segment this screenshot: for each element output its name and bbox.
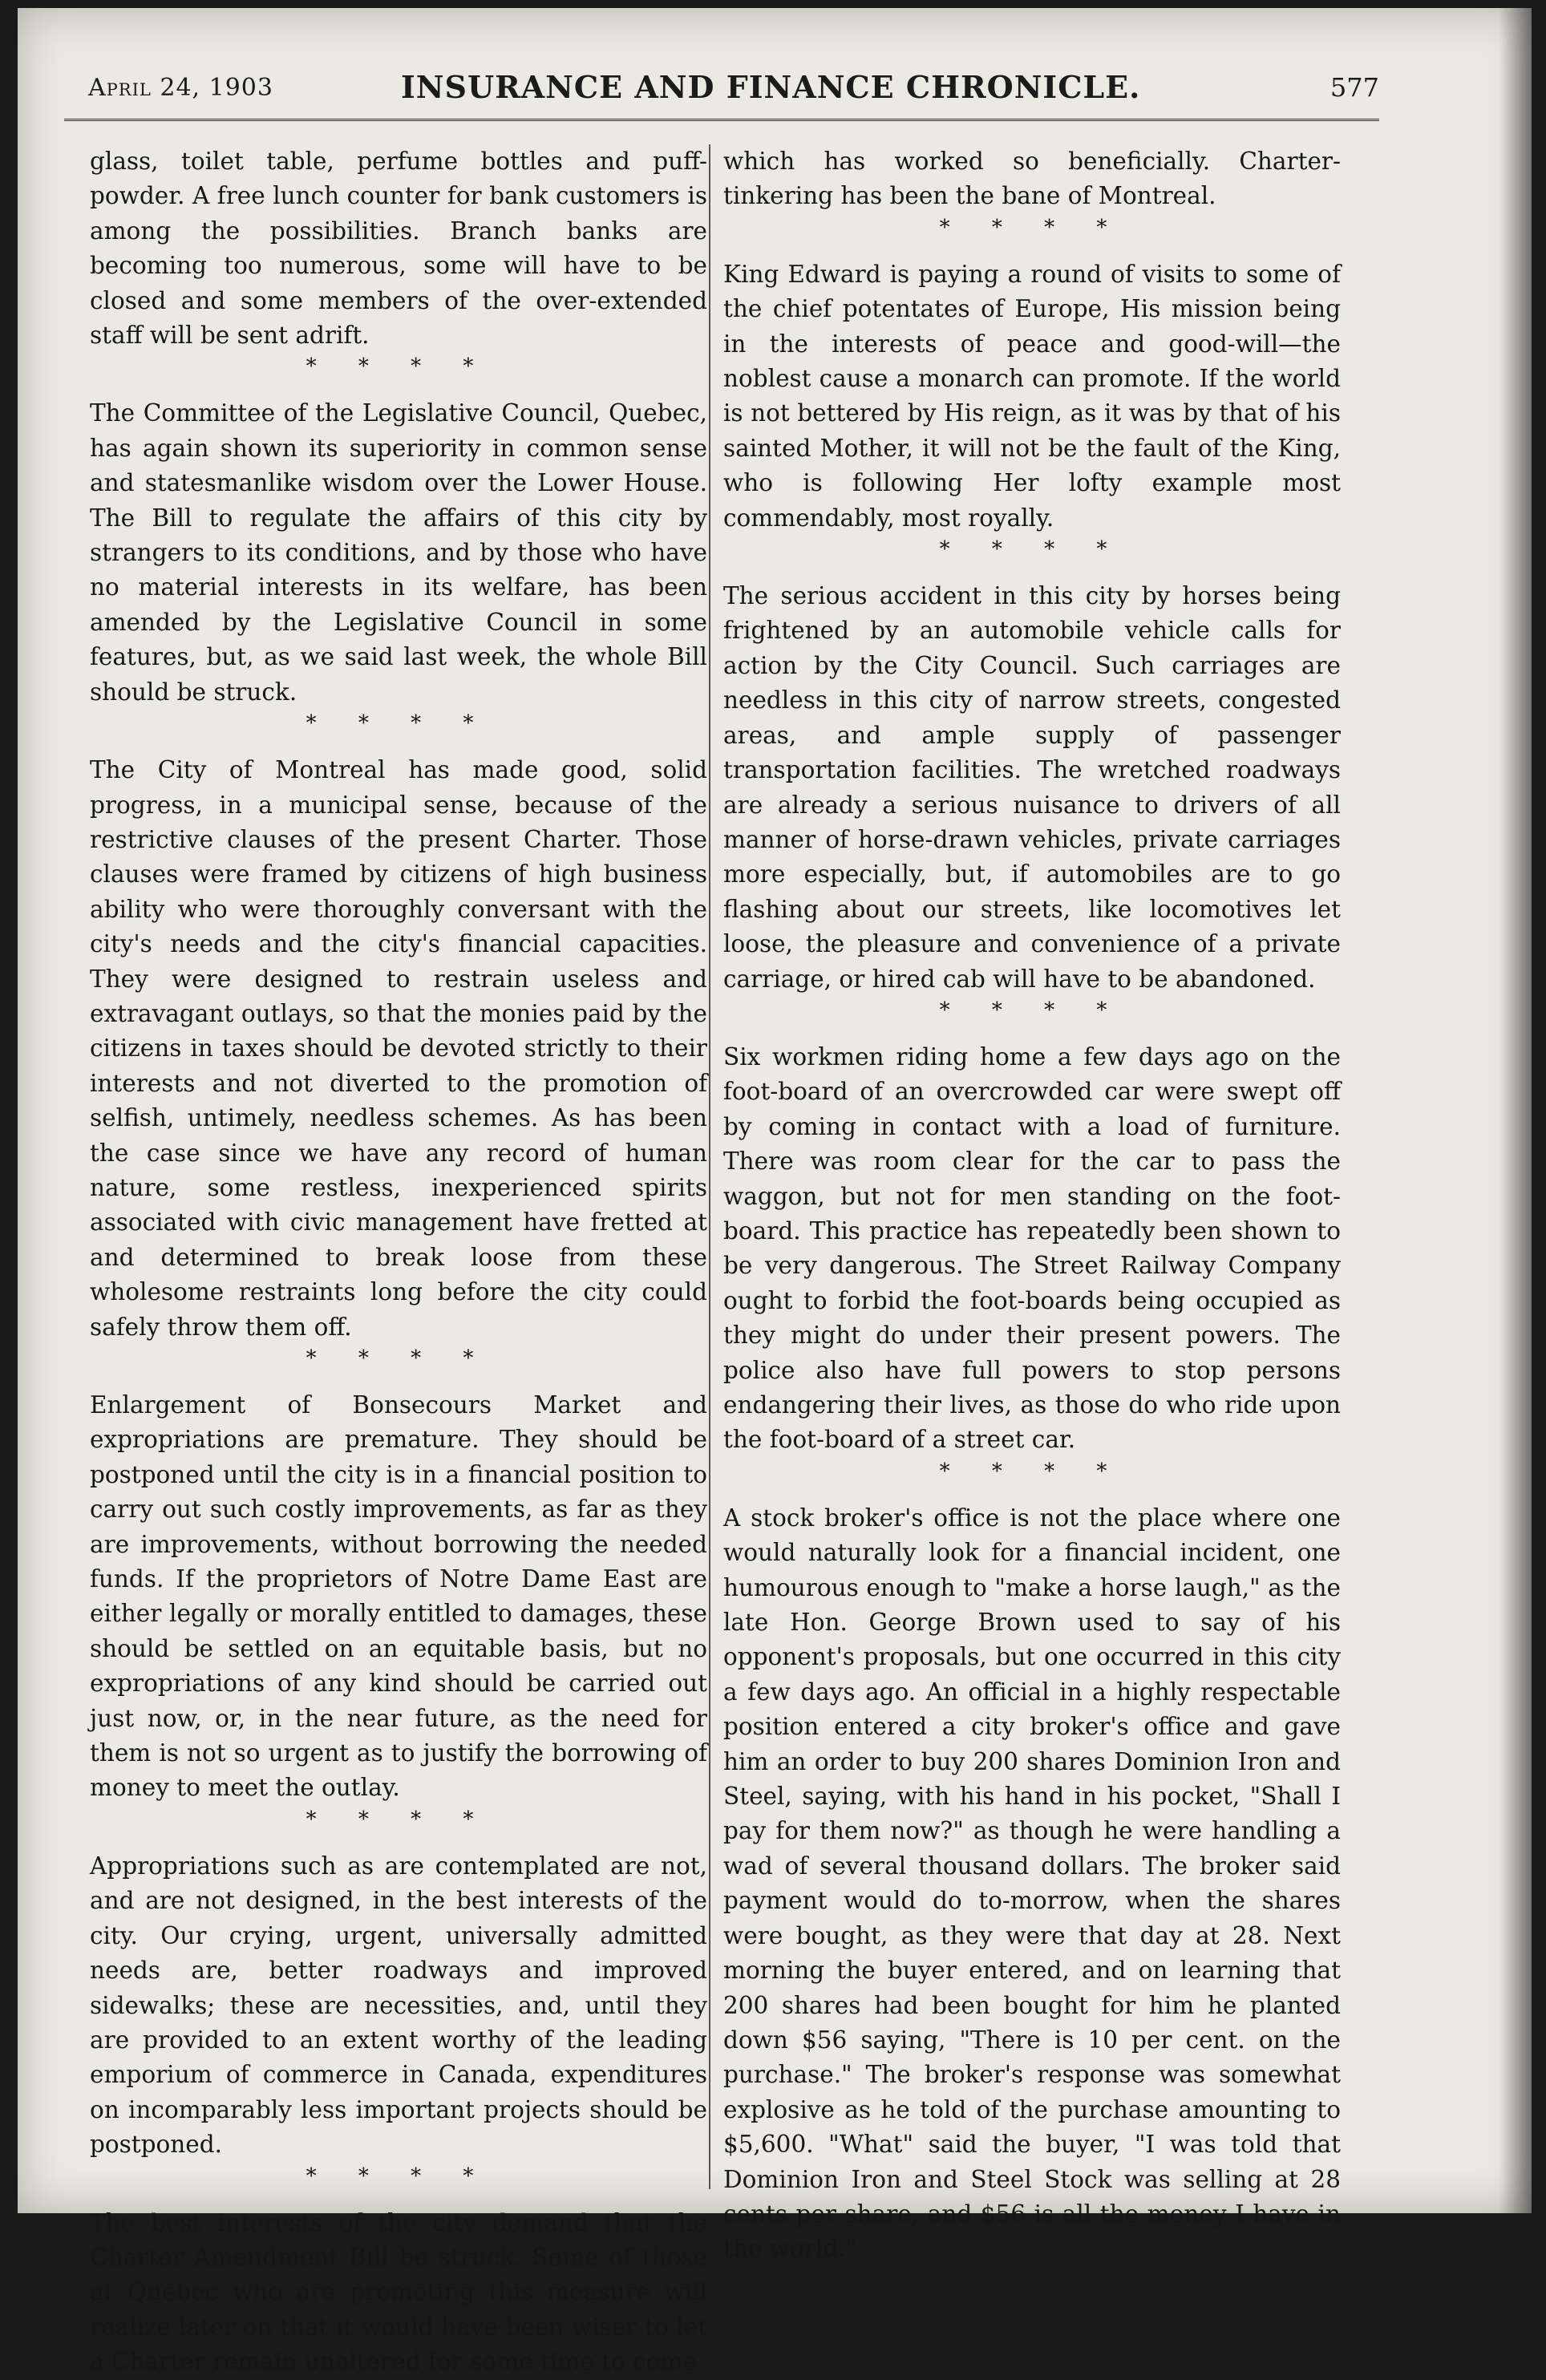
paragraph: King Edward is paying a round of visits to some of the chief potentates of Europe, His mission being in the interests of peace and good-will—the noblest cause a monarch can promote. If the world is not bettered by His reign, as it was by that of his sainted Mother, it will not be the fault of the King, who is following Her lofty example most commendably, most royally. xyxy=(723,260,1341,532)
paragraph: glass, toilet table, perfume bottles and puff-powder. A free lunch counter for bank customers is among the possibilities. Branch banks are becoming too numerous, some will have to be closed and some members of the over-extended staff will be sent adrift. xyxy=(90,148,707,350)
newspaper-page xyxy=(18,8,1532,2376)
right-column xyxy=(723,144,1341,2267)
section-separator: * * * * xyxy=(939,537,1125,562)
section-separator: * * * * xyxy=(939,215,1125,240)
column-divider xyxy=(709,144,710,2189)
page-number: 577 xyxy=(1329,72,1379,103)
paragraph: Enlargement of Bonsecours Market and expropriations are premature. They should be postponed until the city is in a financial position to carry out such costly improvements, as far as they are improvements, without borrowing the needed funds. If the proprietors of Notre Dame East are either legally or morally entitled to damages, these should be settled on an equitable basis, but no expropriations of any kind should be carried out just now, or, in the near future, as the need for them is not so urgent as to justify the borrowing of money to meet the outlay. xyxy=(90,1391,707,1802)
page-edge-shadow xyxy=(1499,8,1532,2213)
section-separator: * * * * xyxy=(306,354,492,379)
section-separator: * * * * xyxy=(306,1807,492,1832)
issue-date: April 24, 1903 xyxy=(88,74,273,102)
paragraph: Six workmen riding home a few days ago on the foot-board of an overcrowded car were swept off by coming in contact with a load of furniture. There was room clear for the car to pass the waggon, but not for men standing on the foot-board. This practice has repeatedly been shown to be very dangerous. The Street Railway Company ought to forbid the foot-boards being occupied as they might do under their present powers. The police also have full powers to stop persons endangering their lives, as those do who ride upon the foot-board of a street car. xyxy=(723,1042,1341,1454)
section-separator: * * * * xyxy=(306,1346,492,1370)
section-separator: * * * * xyxy=(306,2163,492,2188)
page-header xyxy=(64,67,1379,115)
paragraph: The Committee of the Legislative Council, Quebec, has again shown its superiority in common sense and statesmanlike wisdom over the Lower House. The Bill to regulate the affairs of this city by strangers to its conditions, and by those who have no material interests in its welfare, has been amended by the Legislative Council in some features, but, as we said last week, the whole Bill should be struck. xyxy=(90,399,707,706)
section-separator: * * * * xyxy=(306,711,492,736)
paragraph: The serious accident in this city by horses being frightened by an automobile vehicle calls for action by the City Council. Such carriages are needless in this city of narrow streets, congested areas, and ample supply of passenger transportation facilities. The wretched roadways are already a serious nuisance to drivers of all manner of horse-drawn vehicles, private carriages more especially, but, if automobiles are to go flashing about our streets, like locomotives let loose, the pleasure and convenience of a private carriage, or hired cab will have to be abandoned. xyxy=(723,582,1341,993)
paragraph: Appropriations such as are contemplated are not, and are not designed, in the best interests of the city. Our crying, urgent, universally admitted needs are, better roadways and improved sidewalks; these are necessities, and, until they are provided to an extent worthy of the leading emporium of commerce in Canada, expenditures on incomparably less important projects should be postponed. xyxy=(90,1852,707,2159)
paragraph: The best interests of the city demand that the Charter Amendment Bill be struck. Some of those at Quebec who are promoting this measure will realize later on that it would have been wiser to let a Charter remain unaltered for some time to come xyxy=(90,2208,707,2376)
header-rule xyxy=(64,119,1379,121)
paragraph: which has worked so beneficially. Charter-tinkering has been the bane of Montreal. xyxy=(723,148,1341,210)
paragraph: The City of Montreal has made good, solid progress, in a municipal sense, because of the restrictive clauses of the present Charter. Those clauses were framed by citizens of high business ability who were thoroughly conversant with the city's needs and the city's financial capacities. They were designed to restrain useless and extravagant outlays, so that the monies paid by the citizens in taxes should be devoted strictly to their interests and not diverted to the promotion of selfish, untimely, needless schemes. As has been the case since we have any record of human nature, some restless, inexperienced spirits associated with civic management have fretted at and determined to break loose from these wholesome restraints long before the city could safely throw them off. xyxy=(90,756,707,1341)
section-separator: * * * * xyxy=(939,1459,1125,1483)
section-separator: * * * * xyxy=(939,998,1125,1022)
left-column xyxy=(90,144,707,2380)
publication-title: INSURANCE AND FINANCE CHRONICLE. xyxy=(401,69,1141,105)
paragraph: A stock broker's office is not the place where one would naturally look for a financial incident, one humourous enough to "make a horse laugh," as the late Hon. George Brown used to say of his opponent's proposals, but one occurred in this city a few days ago. An official in a highly respectable position entered a city broker's office and gave him an order to buy 200 shares Dominion Iron and Steel, saying, with his hand in his pocket, "Shall I pay for them now?" as though he were handling a wad of several thousand dollars. The broker said payment would do to-morrow, when the shares were bought, as they were that day at 28. Next morning the buyer entered, and on learning that 200 shares had been bought for him he planted down $56 saying, "There is 10 per cent. on the purchase." The broker's response was somewhat explosive as he told of the purchase amounting to $5,600. "What" said the buyer, "I was told that Dominion Iron and Steel Stock was selling at 28 cents per share, and $56 is all the money I have in the world." xyxy=(723,1504,1341,2263)
